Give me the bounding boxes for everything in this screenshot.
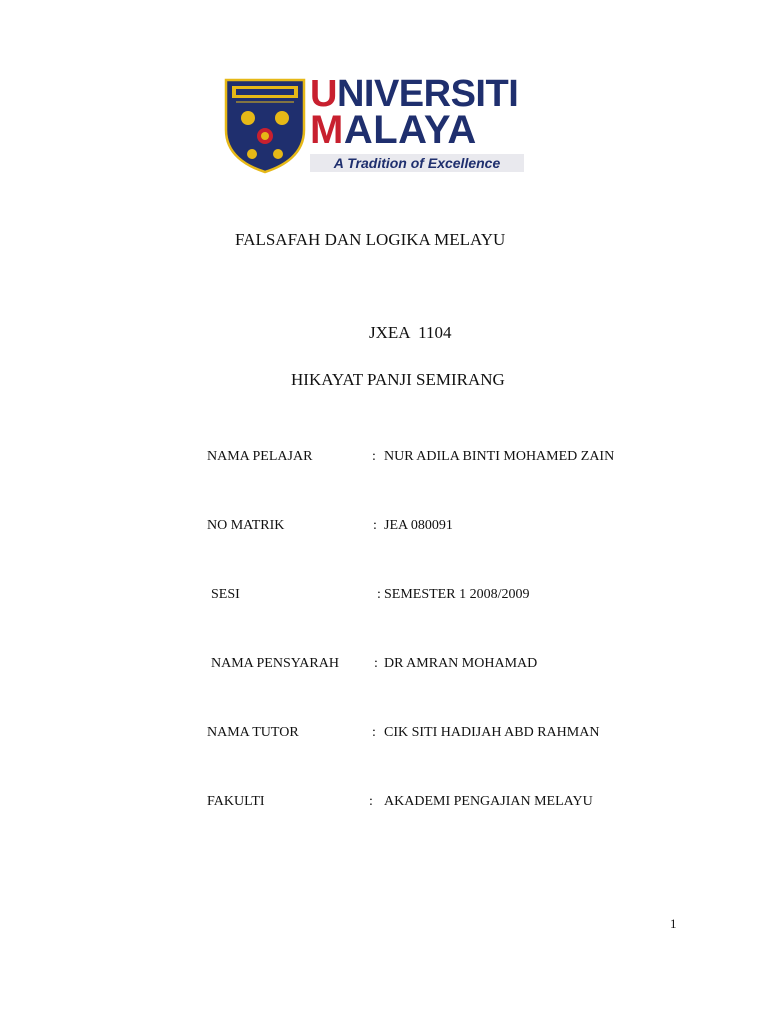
logo-tagline: A Tradition of Excellence	[310, 154, 524, 172]
field-label: NO MATRIK	[207, 518, 285, 533]
course-code: JXEA 1104	[369, 323, 452, 342]
document-title: FALSAFAH DAN LOGIKA MELAYU	[235, 230, 506, 249]
logo-line-2: MALAYA	[310, 108, 477, 152]
field-value: AKADEMI PENGAJIAN MELAYU	[384, 794, 593, 809]
field-separator: :	[374, 656, 378, 671]
university-logo	[224, 73, 528, 176]
field-label: NAMA TUTOR	[207, 725, 299, 740]
field-separator: :	[372, 725, 376, 740]
field-separator: :	[373, 518, 377, 533]
crest-shield-icon	[224, 78, 306, 174]
logo-line-1-text: UNIVERSITI	[310, 73, 519, 115]
field-separator: :	[372, 449, 376, 464]
field-separator: :	[377, 587, 381, 602]
field-value: SEMESTER 1 2008/2009	[384, 587, 530, 602]
field-value: NUR ADILA BINTI MOHAMED ZAIN	[384, 449, 615, 464]
field-label: NAMA PENSYARAH	[211, 656, 339, 671]
field-label: NAMA PELAJAR	[207, 449, 313, 464]
document-subtitle: HIKAYAT PANJI SEMIRANG	[291, 370, 505, 389]
field-separator: :	[369, 794, 373, 809]
page-number: 1	[670, 916, 677, 931]
field-label: SESI	[211, 587, 240, 602]
field-value: CIK SITI HADIJAH ABD RAHMAN	[384, 725, 600, 740]
field-value: JEA 080091	[384, 518, 453, 533]
field-label: FAKULTI	[207, 794, 265, 809]
field-value: DR AMRAN MOHAMAD	[384, 656, 538, 671]
